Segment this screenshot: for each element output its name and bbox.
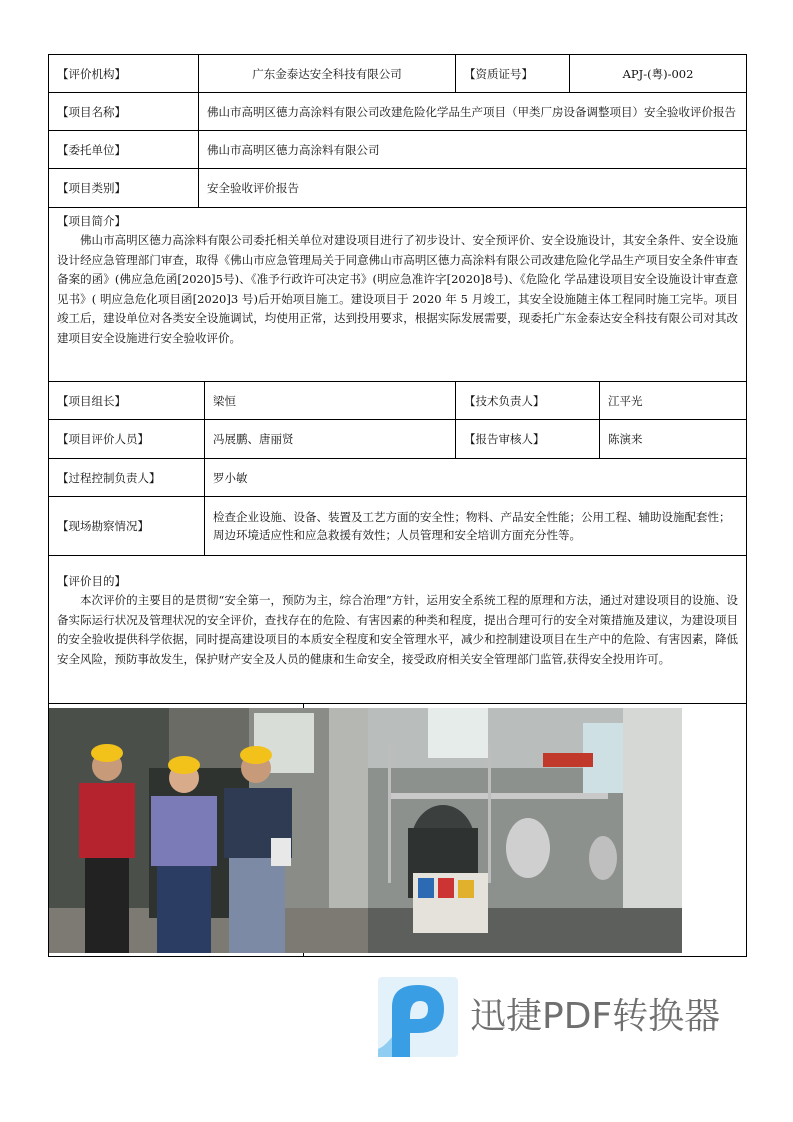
reviewer-value: 陈演来: [600, 420, 747, 459]
reviewer-label: 【报告审核人】: [456, 420, 600, 459]
project-name-value: 佛山市高明区德力高涂料有限公司改建危险化学品生产项目（甲类厂房设备调整项目）安全验收评价报告: [199, 93, 747, 131]
evaluation-purpose: [49, 556, 747, 704]
survey-value: 检查企业设施、设备、装置及工艺方面的安全性；物料、产品安全性能；公用工程、辅助设施配套性；周边环境适应性和应急救援有效性；人员管理和安全培训方面充分性等。: [205, 497, 747, 556]
org-label: 【评价机构】: [49, 55, 199, 93]
evaluation-sheet: [48, 54, 746, 957]
survey-label: 【现场勘察情况】: [49, 497, 205, 556]
org-value: 广东金泰达安全科技有限公司: [199, 55, 456, 93]
tech-lead-label: 【技术负责人】: [456, 382, 600, 420]
site-photo-workshop: [368, 708, 682, 953]
intro-heading: 【项目简介】: [57, 214, 126, 228]
purpose-text: 本次评价的主要目的是贯彻“安全第一，预防为主，综合治理”方针，运用安全系统工程的原理和方法，通过对建设项目的设施、设备实际运行状况及管理状况的安全评价，查找存在的危险、有害因素的种类和程度，提出合理可行的安全对策措施及建议，为建设项目的安全验收提供科学依据，同时提高建设项目的本质安全程度和安全管理水平，减少和控制建设项目在生产中的危险、有害因素，降低安全风险，预防事故发生，保护财产安全及人员的健康和生命安全，接受政府相关安全管理部门监管,获得安全投用许可。: [57, 593, 739, 666]
tech-lead-value: 江平光: [600, 382, 747, 420]
site-photo-team-cell: [49, 704, 304, 957]
project-name-label: 【项目名称】: [49, 93, 199, 131]
project-type-value: 安全验收评价报告: [199, 169, 747, 208]
info-table: [48, 54, 747, 957]
leader-value: 梁恒: [205, 382, 456, 420]
project-intro: [49, 208, 747, 382]
client-label: 【委托单位】: [49, 131, 199, 169]
site-photo-team: [49, 708, 383, 953]
process-control-label: 【过程控制负责人】: [49, 459, 205, 497]
process-control-value: 罗小敏: [205, 459, 747, 497]
pdf-converter-watermark: [378, 977, 728, 1057]
project-type-label: 【项目类别】: [49, 169, 199, 208]
client-value: 佛山市高明区德力高涂料有限公司: [199, 131, 747, 169]
cert-value: APJ-(粤)-002: [570, 55, 747, 93]
leader-label: 【项目组长】: [49, 382, 205, 420]
intro-text: 佛山市高明区德力高涂料有限公司委托相关单位对建设项目进行了初步设计、安全预评价、安全设施设计，其安全条件、安全设施设计经应急管理部门审查，取得《佛山市应急管理局关于同意佛山市高明区德力高涂料有限公司改建危险化学品生产项目安全条件审查备案的函》(佛应急危函[2020]5号)、《准予行政许可决定书》(明应急准许字[2020]8号)、《危险化 学品建设项目安全设施设计审查意见书》( 明应急危化项目函[2020]3 号)后开始项目施工。建设项目于 2020 年 5 月竣工，其安全设施随主体工程同时施工完毕。项目竣工后，建设单位对各类安全设施调试，均使用正常，达到投用要求，根据实际发展需要，现委托广东金泰达安全科技有限公司对其改建项目安全设施进行安全验收评价。: [57, 233, 739, 345]
watermark-text: 迅捷PDF转换器: [470, 996, 721, 1037]
cert-label: 【资质证号】: [456, 55, 570, 93]
evaluators-label: 【项目评价人员】: [49, 420, 205, 459]
purpose-heading: 【评价目的】: [57, 574, 126, 588]
evaluators-value: 冯展鹏、唐丽贤: [205, 420, 456, 459]
site-photo-workshop-cell: [304, 704, 747, 957]
